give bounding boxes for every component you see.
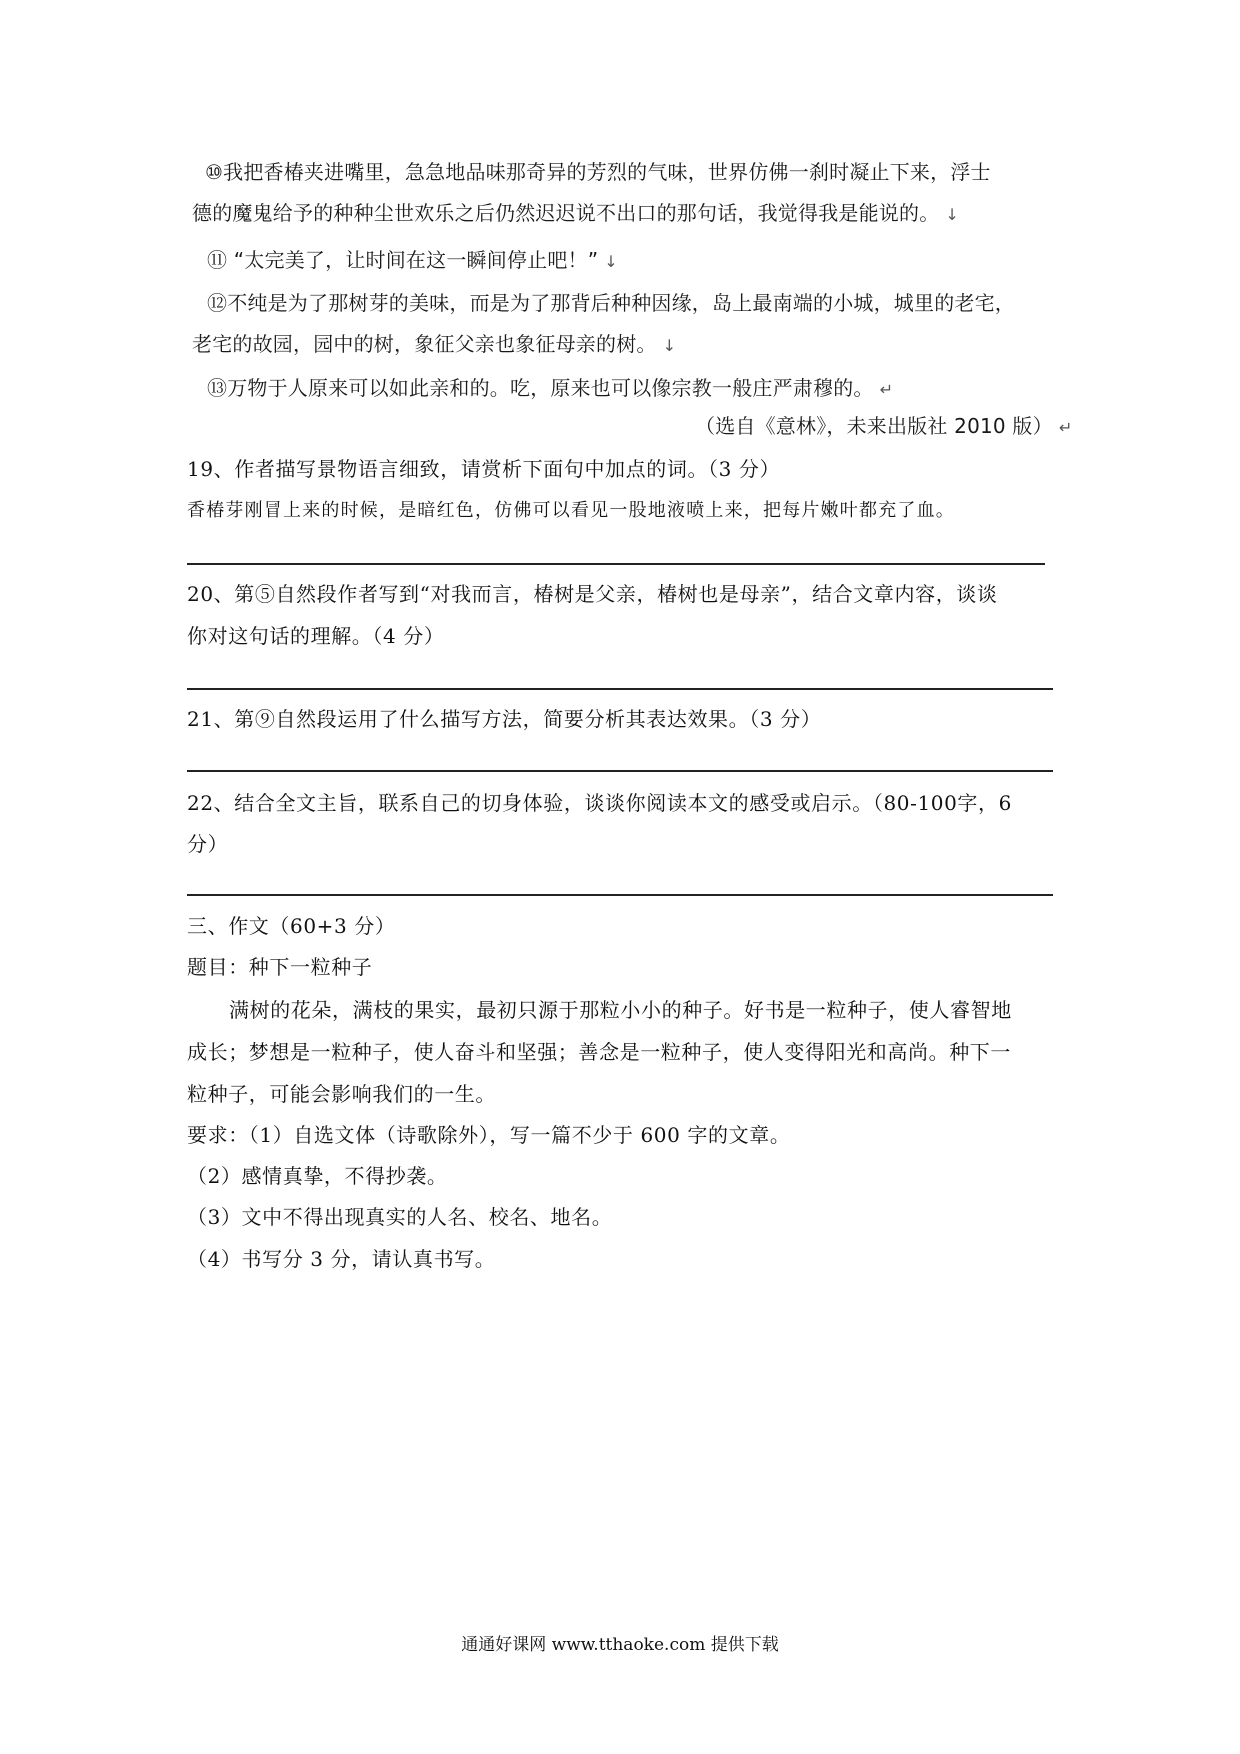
question-20-line2: 你对这句话的理解。（4 分）	[187, 624, 445, 648]
question-19-quote: 香椿芽刚冒上来的时候，是暗红色，仿佛可以看见一股地液喷上来，把每片嫩叶都充了血。	[187, 500, 955, 521]
question-22-line2: 分）	[187, 832, 229, 856]
passage-p11: ⑪ “太完美了，让时间在这一瞬间停止吧！” ↓	[207, 248, 618, 272]
paragraph-mark: ↵	[879, 380, 894, 399]
essay-requirement-2: （2）感情真挚，不得抄袭。	[187, 1164, 448, 1188]
passage-source: （选自《意林》，未来出版社 2010 版） ↵	[695, 414, 1073, 438]
answer-line-21[interactable]	[187, 770, 1053, 772]
answer-line-19[interactable]	[187, 563, 1045, 565]
paragraph-mark: ↓	[662, 336, 677, 355]
answer-line-22[interactable]	[187, 894, 1053, 896]
essay-intro-line2: 成长；梦想是一粒种子，使人奋斗和坚强；善念是一粒种子，使人变得阳光和高尚。种下一	[187, 1040, 1011, 1064]
paragraph-mark: ↵	[1058, 418, 1073, 437]
paragraph-mark: ↓	[604, 252, 618, 271]
passage-p12-line1: ⑫不纯是为了那树芽的美味，而是为了那背后种种因缘，岛上最南端的小城，城里的老宅，	[207, 291, 1015, 315]
answer-line-20[interactable]	[187, 688, 1053, 690]
page-footer: 通通好课网 www.tthaoke.com 提供下载	[461, 1635, 779, 1655]
paragraph-mark: ↓	[945, 205, 960, 224]
essay-title: 题目：种下一粒种子	[187, 955, 373, 979]
question-21: 21、第⑨自然段运用了什么描写方法，简要分析其表达效果。（3 分）	[187, 707, 822, 731]
question-20-line1: 20、第⑤自然段作者写到“对我而言，椿树是父亲，椿树也是母亲”，结合文章内容，谈谈	[187, 582, 998, 606]
essay-heading: 三、作文（60+3 分）	[187, 914, 396, 938]
essay-intro-line1: 满树的花朵，满枝的果实，最初只源于那粒小小的种子。好书是一粒种子，使人睿智地	[229, 998, 1012, 1022]
essay-requirement-1: 要求：（1）自选文体（诗歌除外），写一篇不少于 600 字的文章。	[187, 1123, 791, 1147]
passage-p10-line2: 德的魔鬼给予的种种尘世欢乐之后仍然迟迟说不出口的那句话，我觉得我是能说的。 ↓	[192, 201, 960, 225]
passage-p12-line2: 老宅的故园，园中的树，象征父亲也象征母亲的树。 ↓	[192, 332, 677, 356]
question-22-line1: 22、结合全文主旨，联系自己的切身体验，谈谈你阅读本文的感受或启示。（80-100字，6	[187, 791, 1012, 815]
essay-requirement-3: （3）文中不得出现真实的人名、校名、地名。	[187, 1205, 613, 1229]
passage-p10-line1: ⑩我把香椿夹进嘴里，急急地品味那奇异的芳烈的气味，世界仿佛一刹时凝止下来，浮士	[205, 160, 991, 184]
passage-p13: ⑬万物于人原来可以如此亲和的。吃，原来也可以像宗教一般庄严肃穆的。 ↵	[207, 376, 894, 400]
question-19: 19、作者描写景物语言细致，请赏析下面句中加点的词。（3 分）	[187, 457, 781, 481]
essay-requirement-4: （4）书写分 3 分，请认真书写。	[187, 1247, 496, 1271]
essay-intro-line3: 粒种子，可能会影响我们的一生。	[187, 1082, 496, 1106]
